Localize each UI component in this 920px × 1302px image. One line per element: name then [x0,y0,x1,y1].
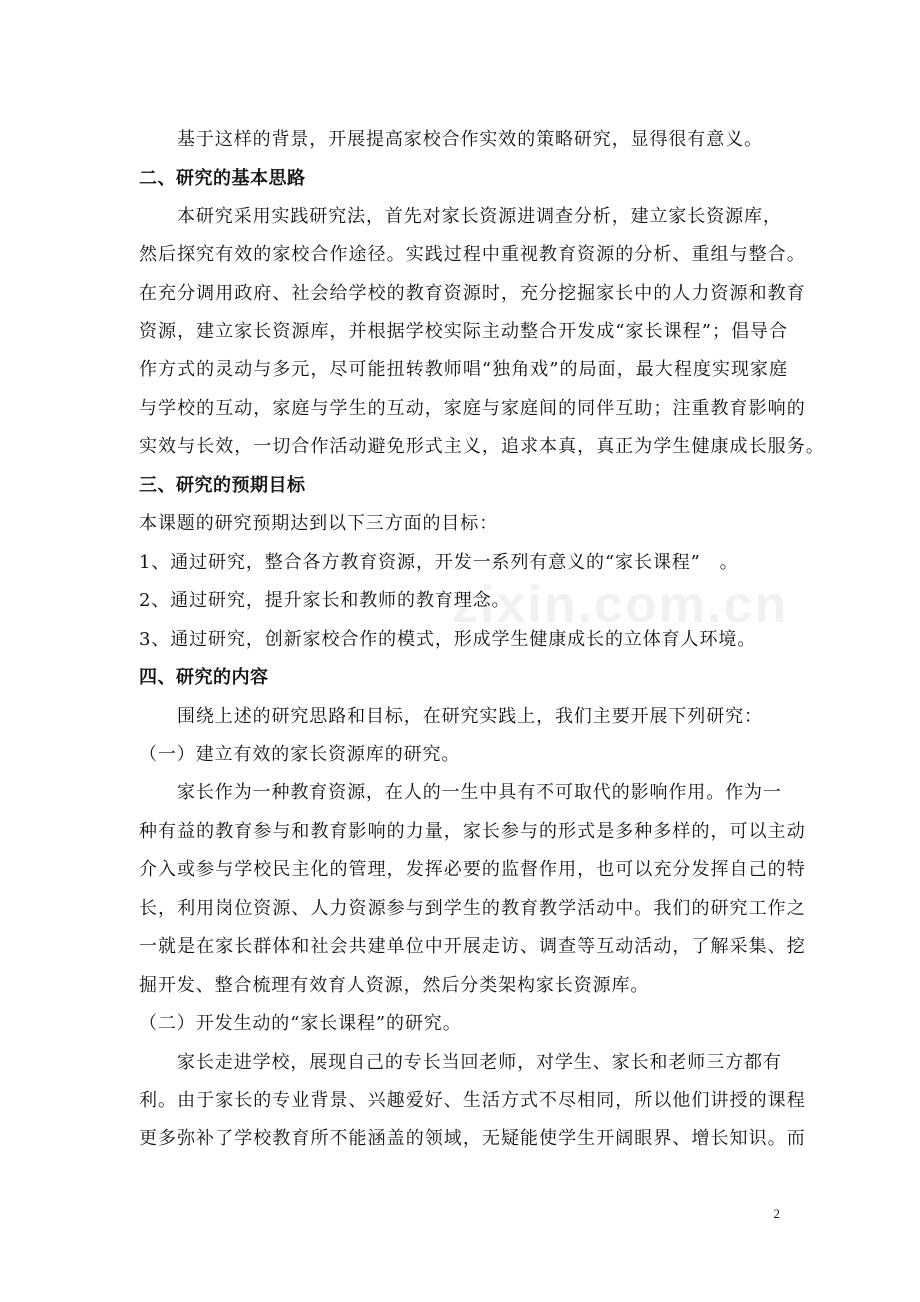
paragraph-line: 资源，建立家长资源库，并根据学校实际主动整合开发成“家长课程”；倡导合 [139,321,789,342]
paragraph-line: 实效与长效，一切合作活动避免形式主义，追求本真，真正为学生健康成长服务。 [139,436,825,457]
paragraph-line: 掘开发、整合梳理有效育人资源，然后分类架构家长资源库。 [139,975,650,996]
paragraph-line: 围绕上述的研究思路和目标，在研究实践上，我们主要开展下列研究： [177,706,763,727]
paragraph-line: 家长作为一种教育资源，在人的一生中具有不可取代的影响作用。作为一 [177,782,782,803]
paragraph-line: 长，利用岗位资源、人力资源参与到学生的教育教学活动中。我们的研究工作之 [139,898,806,919]
list-item: 2、通过研究，提升家长和教师的教育理念。 [139,590,511,611]
paragraph-line: 种有益的教育参与和教育影响的力量，家长参与的形式是多种多样的，可以主动 [139,821,806,842]
paragraph-line: 基于这样的背景，开展提高家校合作实效的策略研究，显得很有意义。 [177,129,763,150]
section-heading: 三、研究的预期目标 [139,475,306,496]
paragraph-line: 在充分调用政府、社会给学校的教育资源时，充分挖掘家长中的人力资源和教育 [139,283,806,304]
section-heading: 二、研究的基本思路 [139,168,306,189]
paragraph-line: 利。由于家长的专业背景、兴趣爱好、生活方式不尽相同，所以他们讲授的课程 [139,1090,806,1111]
paragraph-line: 更多弥补了学校教育所不能涵盖的领域，无疑能使学生开阔眼界、增长知识。而 [139,1128,806,1149]
paragraph-line: 作方式的灵动与多元，尽可能扭转教师唱“独角戏”的局面，最大程度实现家庭 [139,359,789,380]
list-item: 3、通过研究，创新家校合作的模式，形成学生健康成长的立体育人环境。 [139,629,757,650]
paragraph-line: 本研究采用实践研究法，首先对家长资源进调查分析，建立家长资源库， [177,206,782,227]
section-heading: 四、研究的内容 [139,667,269,688]
page-number: 2 [773,1206,780,1221]
paragraph-line: 介入或参与学校民主化的管理，发挥必要的监督作用，也可以充分发挥自己的特 [139,859,806,880]
paragraph-line: 一就是在家长群体和社会共建单位中开展走访、调查等互动活动，了解采集、挖 [139,936,806,957]
watermark: zixin.com.cn [452,576,789,634]
paragraph-line: 本课题的研究预期达到以下三方面的目标： [139,513,499,534]
paragraph-line: 然后探究有效的家校合作途径。实践过程中重视教育资源的分析、重组与整合。 [139,244,806,265]
subsection-heading: （二）开发生动的“家长课程”的研究。 [139,1013,462,1034]
list-item: 1、通过研究，整合各方教育资源，开发一系列有意义的“家长课程” 。 [139,552,739,573]
paragraph-line: 家长走进学校，展现自己的专长当回老师，对学生、家长和老师三方都有 [177,1052,782,1073]
subsection-heading: （一）建立有效的家长资源库的研究。 [139,744,461,765]
paragraph-line: 与学校的互动，家庭与学生的互动，家庭与家庭间的同伴互助；注重教育影响的 [139,398,806,419]
